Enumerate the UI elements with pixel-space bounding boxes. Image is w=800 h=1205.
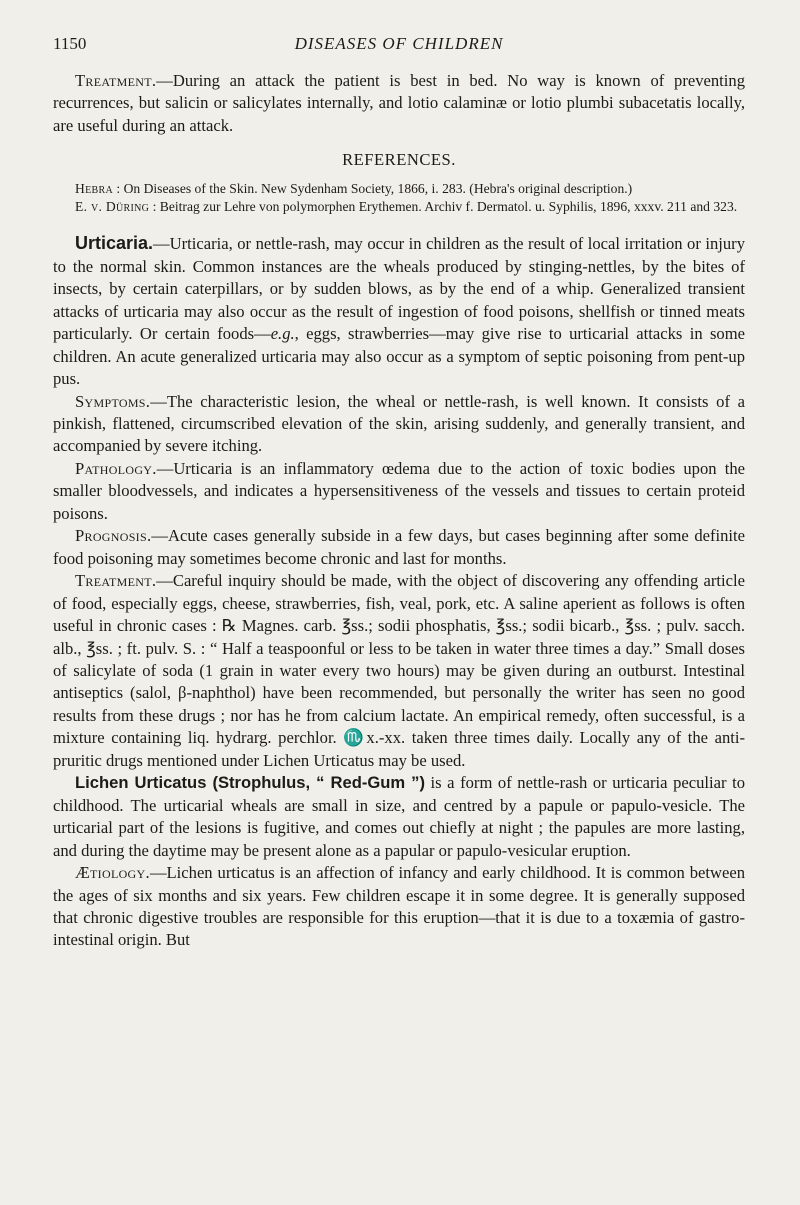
urticaria-intro [53, 232, 745, 390]
page-number: 1150 [53, 34, 87, 53]
lichen-urticatus-title: Lichen Urticatus (Strophulus, “ Red-Gum ”) [75, 773, 425, 793]
lichen-urticatus-intro [53, 772, 745, 862]
running-title: DISEASES OF CHILDREN [294, 34, 504, 53]
prognosis-paragraph [53, 525, 745, 570]
reference-text: : Beitrag zur Lehre von polymorphen Erythemen. Archiv f. Dermatol. u. Syphilis, 1896, xxxv. 211 and 323. [149, 199, 738, 215]
pathology-text: —Urticaria is an inflammatory œdema due to the action of toxic bodies upon the smaller bloodvessels, and indicates a hypersensitiveness of the vessels and tissues to certain proteid poisons. [53, 458, 745, 523]
urticaria-intro-text: —Urticaria, or nettle-rash, may occur in children as the result of local irritation or injury to the normal skin. Common instances are the wheals produced by stinging-nettles, by the bites of insects, by certain caterpillars, or by sudden blows, as by the end of a whip. Generalized transient attacks of urticaria may also occur as the result of ingestion of food poisons, shellfish or tinned meats particularly. Or certain foods— [53, 234, 745, 344]
aetiology-text: —Lichen urticatus is an affection of infancy and early childhood. It is common between the ages of six months and six years. Few children escape it in some degree. It is generally supposed that chronic digestive troubles are responsible for this eruption—that it is due to a toxæmia of gastro-intestinal origin. But [53, 863, 745, 950]
reference-author: Hebra [75, 181, 113, 197]
urticaria-treatment-label: Treatment. [75, 571, 157, 591]
symptoms-text: —The characteristic lesion, the wheal or nettle-rash, is well known. It consists of a pinkish, flattened, circumscribed elevation of the skin, arising suddenly, and generally transient, and accompanied by severe itching. [53, 391, 745, 456]
reference-author: E. v. Düring [75, 199, 150, 215]
reference-item [53, 198, 745, 216]
urticaria-intro-text-2: , eggs, strawberries—may give rise to urticarial attacks in some children. An acute generalized urticaria may also occur as a symptom of septic poisoning from pent-up pus. [53, 324, 745, 389]
urticaria-eg: e.g. [270, 324, 295, 344]
treatment-label: Treatment. [75, 71, 157, 90]
symptoms-paragraph [53, 391, 745, 458]
symptoms-label: Symptoms. [75, 391, 151, 411]
reference-text: : On Diseases of the Skin. New Sydenham Society, 1866, i. 283. (Hebra's original description.) [113, 181, 633, 197]
treatment-text: —During an attack the patient is best in bed. No way is known of preventing recurrences, but salicin or salicylates internally, and lotio calaminæ or lotio plumbi subacetatis locally, are useful during an attack. [53, 71, 745, 135]
aetiology-paragraph [53, 862, 745, 952]
urticaria-title: Urticaria. [75, 233, 154, 254]
running-head [53, 34, 745, 56]
pathology-label: Pathology. [75, 458, 157, 478]
body-text [53, 70, 745, 952]
prognosis-text: —Acute cases generally subside in a few days, but cases beginning after some definite food poisoning may sometimes become chronic and last for months. [53, 526, 745, 568]
pathology-paragraph [53, 458, 745, 525]
references-heading: REFERENCES. [342, 150, 456, 170]
aetiology-label: Ætiology. [75, 863, 150, 883]
urticaria-treatment-text: —Careful inquiry should be made, with the object of discovering any offending article of food, especially eggs, cheese, strawberries, fish, veal, pork, etc. A saline aperient as follows is often useful in chronic cases : ℞ Magnes. carb. ℥ss.; sodii phosphatis, ℥ss.; sodii bicarb., ℥ss. ; pulv. sacch. alb., ℥ss. ; ft. pulv. S. : “ Half a teaspoonful or less to be taken in water three times a day.” Small doses of salicylate of soda (1 grain in water every two hours) may be given during an outburst. Intestinal antiseptics (salol, β-naphthol) have been recommended, but personally the writer has seen no good results from these drugs ; nor has he from calcium lactate. An empirical remedy, often successful, is a mixture containing liq. hydrarg. perchlor. ♏x.-xx. taken three times daily. Locally any of the anti-pruritic drugs mentioned under Lichen Urticatus may be used. [53, 571, 745, 770]
lichen-urticatus-intro-text: is a form of nettle-rash or urticaria peculiar to childhood. The urticarial wheals are small in size, and centred by a papule or papulo-vesicle. The urticarial part of the lesions is fugitive, and comes out chiefly at night ; the papules are more lasting, and during the daytime may be present alone as a papular or papulo-vesicular eruption. [53, 773, 745, 860]
urticaria-treatment-paragraph [53, 570, 745, 772]
treatment-paragraph [53, 70, 745, 137]
reference-item [53, 180, 745, 198]
prognosis-label: Prognosis. [75, 526, 152, 546]
